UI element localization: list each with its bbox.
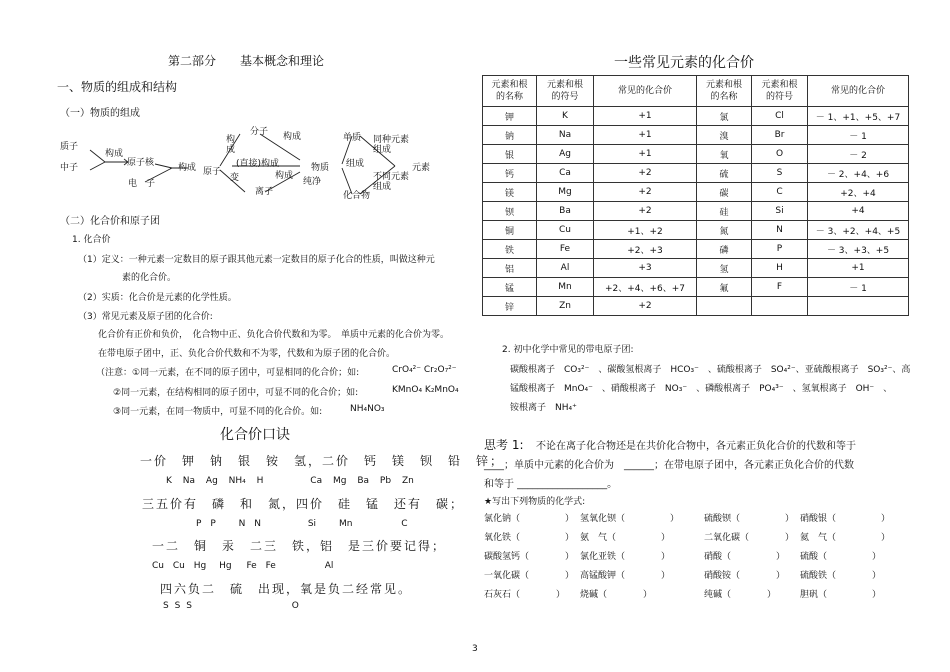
table-cell: 铝	[483, 259, 537, 278]
header-cell: 常见的化合价	[808, 76, 909, 107]
definition-text: （1）定义：一种元素一定数目的原子跟其他元素一定数目的原子化合的性质，叫做这种元	[78, 255, 435, 265]
table-row	[483, 202, 909, 221]
table-header-row	[483, 76, 909, 107]
table-cell: Ba	[537, 202, 594, 221]
header-cell: 元素和根的名称	[483, 76, 537, 107]
diff-element-label: 不同元素组成	[373, 172, 410, 192]
think-question: ____；单质中元素的化合价为 ______；在带电原子团中，各元素正负化合价的代数	[484, 460, 854, 471]
table-cell: 氮	[697, 221, 752, 240]
header-cell: 元素和根的符号	[752, 76, 808, 107]
table-cell: － 1	[808, 126, 909, 145]
table-cell: 氟	[697, 278, 752, 297]
table-cell: 硅	[697, 202, 752, 221]
exercise-item[interactable]: 硫酸铁（ ）	[800, 571, 882, 581]
table-cell: +2	[594, 164, 697, 183]
table-title: 一些常见元素的化合价	[614, 55, 754, 71]
note-text-1: （注意：①同一元素，在不同的原子团中，可显相同的化合价；如:	[96, 368, 360, 378]
chant-title: 化合价口诀	[220, 427, 290, 443]
header-cell: 常见的化合价	[594, 76, 697, 107]
subsection-heading-2: （二）化合价和原子团	[60, 216, 160, 227]
note-text-3: ③同一元素，在同一物质中，可显不同的化合价。如:	[113, 407, 323, 417]
table-cell: Na	[537, 126, 594, 145]
table-row	[483, 259, 909, 278]
table-row	[483, 240, 909, 259]
table-cell: － 3、+3、+5	[808, 240, 909, 259]
valence-table	[482, 75, 909, 316]
exercise-item[interactable]: 氦 气（ ）	[800, 533, 891, 543]
exercise-item[interactable]: 胆矾（ ）	[800, 590, 882, 600]
exercise-item[interactable]: 一氧化碳（ ）	[484, 571, 575, 581]
nucleus-label: 原子核	[127, 158, 155, 168]
note-text-2: ②同一元素，在结构相同的原子团中，可显不同的化合价；如:	[113, 388, 359, 398]
atom-label: 原子	[203, 167, 222, 177]
table-cell: － 2、+4、+6	[808, 164, 909, 183]
table-cell: +1、+2	[594, 221, 697, 240]
radicals-line: 碳酸根离子 CO₃²⁻ 、碳酸氢根离子 HCO₃⁻ 、硫酸根离子 SO₄²⁻、亚硫酸根离子 SO₃²⁻、高	[510, 365, 911, 375]
exercise-item[interactable]: 氧化铁（ ）	[484, 533, 575, 543]
chant-line: 四六负二 硫 出现，氧是负二经常见。	[160, 582, 413, 596]
exercise-item[interactable]: 碳酸氢钙（ ）	[484, 552, 575, 562]
exercise-item[interactable]: 硝酸（ ）	[704, 552, 786, 562]
table-cell: +1	[594, 145, 697, 164]
table-cell: 氢	[697, 259, 752, 278]
chant-line: 一价 钾 钠 银 铵 氢，二价 钙 镁 钡 铅 锌；	[140, 454, 505, 468]
substance-label: 物质	[311, 163, 330, 173]
molecule-label: 分子	[250, 127, 269, 137]
table-cell: O	[752, 145, 808, 164]
table-cell: Zn	[537, 297, 594, 316]
table-cell: 钡	[483, 202, 537, 221]
compose-label-3: 构成	[226, 135, 236, 155]
table-cell	[697, 297, 752, 316]
exercise-item[interactable]: 氯化亚铁（ ）	[580, 552, 671, 562]
header-cell: 元素和根的名称	[697, 76, 752, 107]
table-cell: +1	[808, 259, 909, 278]
table-cell: 氯	[697, 107, 752, 126]
compose-label-5: 构成	[275, 171, 294, 181]
table-row	[483, 164, 909, 183]
simple-substance-label: 单质	[343, 133, 362, 143]
chant-symbols: Cu Cu Hg Hg Fe Fe Al	[152, 561, 334, 571]
table-cell: Si	[752, 202, 808, 221]
compound-label: 化合物	[343, 191, 371, 201]
table-row	[483, 297, 909, 316]
electron-label: 电 子	[128, 179, 156, 189]
table-cell: 钙	[483, 164, 537, 183]
essence-text: （2）实质：化合价是元素的化学性质。	[78, 293, 237, 303]
table-cell: Mg	[537, 183, 594, 202]
exercise-item[interactable]: 高锰酸钾（ ）	[580, 571, 671, 581]
table-cell: +4	[808, 202, 909, 221]
direct-compose-label: (直接)构成	[236, 159, 280, 169]
element-label: 元素	[412, 163, 431, 173]
table-cell: － 1	[808, 278, 909, 297]
exercise-item[interactable]: 氨 气（ ）	[580, 533, 671, 543]
table-cell: 钾	[483, 107, 537, 126]
table-cell: 磷	[697, 240, 752, 259]
table-cell: 氧	[697, 145, 752, 164]
radicals-title: 2. 初中化学中常见的带电原子团:	[502, 345, 634, 355]
table-cell: +1	[594, 107, 697, 126]
table-cell: Ag	[537, 145, 594, 164]
think-question: 和等于 __________________。	[484, 479, 618, 490]
table-cell: +2	[594, 183, 697, 202]
table-cell: +2、+3	[594, 240, 697, 259]
table-cell: +2	[594, 297, 697, 316]
table-cell: 银	[483, 145, 537, 164]
radicals-line: 铵根离子 NH₄⁺	[510, 403, 577, 413]
table-cell: +1	[594, 126, 697, 145]
table-row	[483, 126, 909, 145]
table-cell: K	[537, 107, 594, 126]
table-cell: F	[752, 278, 808, 297]
exercise-item[interactable]: 氢氧化钡（ ）	[580, 514, 680, 524]
radicals-line: 锰酸根离子 MnO₄⁻ 、硝酸根离子 NO₃⁻ 、磷酸根离子 PO₄³⁻ 、氢氧根离子 OH⁻ 、	[510, 384, 893, 394]
table-cell: +3	[594, 259, 697, 278]
same-element-label: 同种元素组成	[373, 135, 410, 155]
common-valence-text: （3）常见元素及原子团的化合价:	[78, 312, 213, 322]
table-cell: 铜	[483, 221, 537, 240]
proton-label: 质子	[60, 142, 79, 152]
table-cell: Cl	[752, 107, 808, 126]
pure-label: 纯净	[303, 177, 322, 187]
table-cell: 硫	[697, 164, 752, 183]
part-title: 第二部分 基本概念和理论	[168, 54, 325, 68]
compose-label-2: 构成	[178, 163, 197, 173]
exercise-item[interactable]: 烧碱（ ）	[580, 590, 653, 600]
table-cell: 镁	[483, 183, 537, 202]
think-label: 思考 1:	[484, 438, 524, 452]
table-row	[483, 107, 909, 126]
page-number: 3	[472, 644, 478, 654]
subsection-heading: （一）物质的组成	[60, 108, 140, 119]
table-cell: H	[752, 259, 808, 278]
table-cell: 锰	[483, 278, 537, 297]
exercise-item[interactable]: 硫酸（ ）	[800, 552, 882, 562]
rule-text-1: 化合价有正价和负价， 化合物中正、负化合价代数和为零。 单质中元素的化合价为零。	[98, 330, 450, 340]
table-cell: Cu	[537, 221, 594, 240]
neutron-label: 中子	[60, 163, 79, 173]
table-cell: Ca	[537, 164, 594, 183]
item-heading: 1. 化合价	[72, 235, 111, 245]
compose-label-1: 构成	[105, 149, 124, 159]
exercise-item[interactable]: 纯碱（ ）	[704, 590, 777, 600]
table-cell: Mn	[537, 278, 594, 297]
exercise-instruction: ★写出下列物质的化学式:	[484, 497, 586, 507]
exercise-item[interactable]: 硝酸铵（ ）	[704, 571, 786, 581]
note-example-1: CrO₄²⁻ Cr₂O₇²⁻	[392, 365, 457, 375]
chant-symbols: S S S O	[163, 601, 299, 611]
table-cell: P	[752, 240, 808, 259]
chant-symbols: K Na Ag NH₄ H Ca Mg Ba Pb Zn	[166, 476, 414, 486]
table-cell: +2	[594, 202, 697, 221]
change-label: 变	[230, 173, 240, 183]
header-cell: 元素和根的符号	[537, 76, 594, 107]
table-cell: C	[752, 183, 808, 202]
table-cell: 铁	[483, 240, 537, 259]
table-cell: 锌	[483, 297, 537, 316]
table-cell: +2、+4、+6、+7	[594, 278, 697, 297]
table-cell: Br	[752, 126, 808, 145]
table-cell: 碳	[697, 183, 752, 202]
note-example-3: NH₄NO₃	[350, 404, 385, 414]
exercise-item[interactable]: 石灰石（ ）	[484, 590, 566, 600]
table-cell	[752, 297, 808, 316]
think-question: 不论在离子化合物还是在共价化合物中，各元素正负化合价的代数和等于	[536, 441, 856, 452]
exercise-item[interactable]: 硫酸钡（ ）	[704, 514, 795, 524]
rule-text-2: 在带电原子团中，正、负化合价代数和不为零，代数和为原子团的化合价。	[98, 349, 396, 359]
table-cell: 钠	[483, 126, 537, 145]
table-cell: S	[752, 164, 808, 183]
table-row	[483, 183, 909, 202]
ion-label: 离子	[255, 187, 274, 197]
chant-line: 三五价有 磷 和 氮，四价 硅 锰 还有 碳；	[142, 497, 465, 511]
section-heading: 一、物质的组成和结构	[57, 80, 178, 94]
table-row	[483, 145, 909, 164]
table-cell: 溴	[697, 126, 752, 145]
table-cell: － 1、+1、+5、+7	[808, 107, 909, 126]
chant-symbols: P P N N Si Mn C	[196, 519, 408, 529]
table-cell: N	[752, 221, 808, 240]
table-cell: Al	[537, 259, 594, 278]
table-cell: － 3、+2、+4、+5	[808, 221, 909, 240]
compose-label-6: 组成	[346, 159, 365, 169]
chant-line: 一二 铜 汞 二三 铁，铝 是三价要记得；	[152, 539, 447, 553]
table-cell: － 2	[808, 145, 909, 164]
table-row	[483, 278, 909, 297]
exercise-item[interactable]: 氯化钠（ ）	[484, 514, 575, 524]
compose-label-4: 构成	[283, 132, 302, 142]
table-cell	[808, 297, 909, 316]
table-row	[483, 221, 909, 240]
table-cell: Fe	[537, 240, 594, 259]
exercise-item[interactable]: 硝酸银（ ）	[800, 514, 891, 524]
definition-text-2: 素的化合价。	[122, 273, 177, 283]
note-example-2: KMnO₄ K₂MnO₄	[392, 385, 459, 395]
table-cell: +2、+4	[808, 183, 909, 202]
exercise-item[interactable]: 二氧化碳（ ）	[704, 533, 795, 543]
